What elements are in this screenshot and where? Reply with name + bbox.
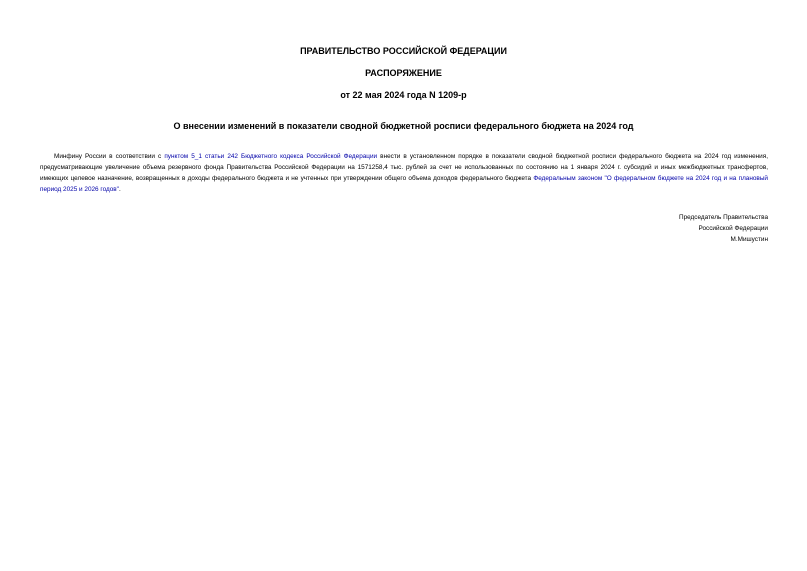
body-text-part-3: . <box>118 186 121 193</box>
document-body-paragraph <box>40 151 768 195</box>
document-type-heading: РАСПОРЯЖЕНИЕ <box>365 68 442 78</box>
document-title: О внесении изменений в показатели сводной бюджетной росписи федерального бюджета на 2024 год <box>173 121 634 131</box>
body-text-part-2: внести в установленном порядке в показатели сводной бюджетной росписи федерального бюджета на 2024 год изменения, предусматривающие увеличение объема резервного фонда Правительства Российской Федерации на 1571258,4 тыс. рублей за счет не использованных по состоянию на 1 января 2024 г. субсидий и иных межбюджетных трансфертов, имеющих целевое назначение, возвращенных в доходы федерального бюджета и не учтенных при утверждении общего объема доходов федерального бюджета <box>40 153 768 182</box>
signature-name: М.Мишустин <box>730 236 768 243</box>
signature-block <box>679 212 768 245</box>
federal-law-link[interactable]: Федеральным законом "О федеральном бюджете на 2024 год и на плановый период 2025 и 2026 годов" <box>40 175 768 193</box>
signature-position-line2: Российской Федерации <box>698 225 768 232</box>
signature-position-line1: Председатель Правительства <box>679 214 768 221</box>
government-heading: ПРАВИТЕЛЬСТВО РОССИЙСКОЙ ФЕДЕРАЦИИ <box>300 46 507 56</box>
document-date-number: от 22 мая 2024 года N 1209-р <box>340 90 467 100</box>
budget-code-link[interactable]: пунктом 5_1 статьи 242 Бюджетного кодекса Российской Федерации <box>164 153 378 160</box>
body-text-part-1: Минфину России в соответствии с <box>54 153 165 160</box>
